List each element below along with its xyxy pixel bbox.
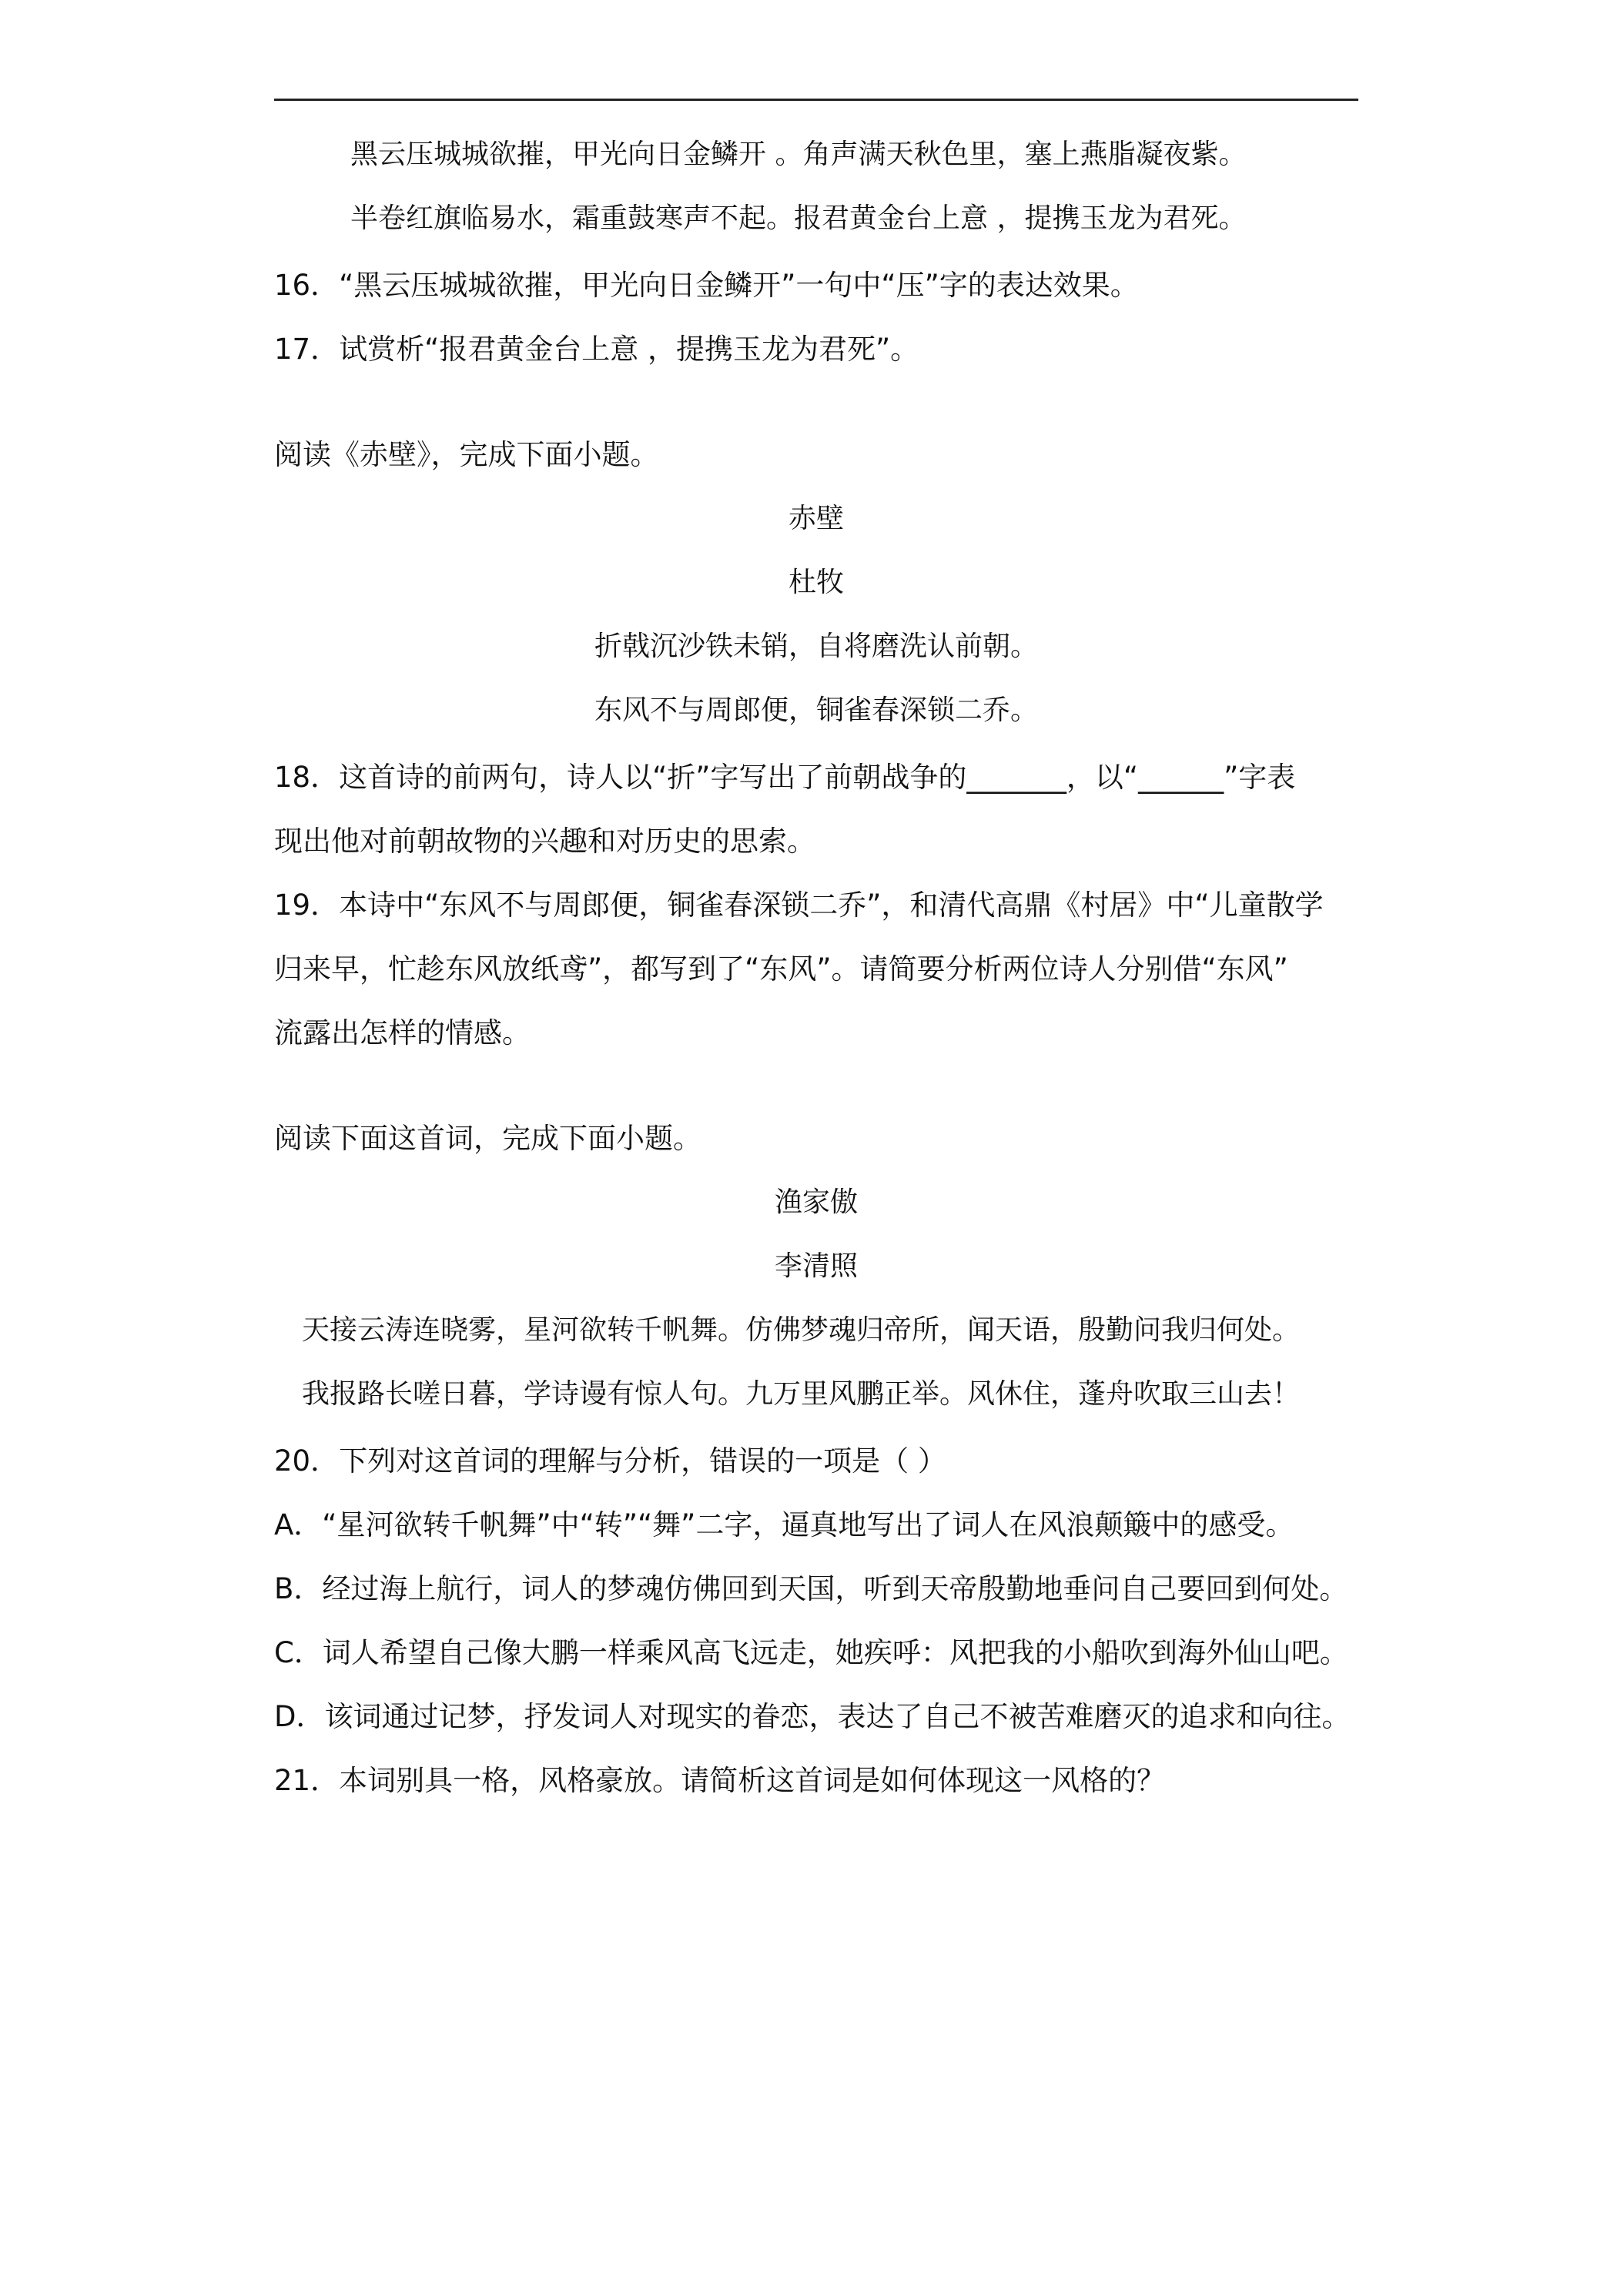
section3-poem-author: 李清照: [774, 1250, 858, 1282]
question-16: 16．“黑云压城城欲摧，甲光向日金鳞开”一句中“压”字的表达效果。: [274, 269, 1139, 302]
question-19-line1: 19．本诗中“东风不与周郎便，铜雀春深锁二乔”，和清代高鼎《村居》中“儿童散学: [274, 889, 1324, 922]
question-19-line3: 流露出怎样的情感。: [274, 1016, 531, 1049]
question-18-line1: 18．这首诗的前两句，诗人以“折”字写出了前朝战争的_______，以“______”字表: [274, 761, 1296, 794]
poem1-line2: 半卷红旗临易水，霜重鼓寒声不起。报君黄金台上意 ，提携玉龙为君死。: [350, 202, 1247, 234]
poem1-line1: 黑云压城城欲摧，甲光向日金鳞开 。角声满天秋色里，塞上燕脂凝夜紫。: [350, 139, 1247, 170]
section3-poem-line2: 我报路长嗟日暮，学诗谩有惊人句。九万里风鹏正举。风休住，蓬舟吹取三山去！: [302, 1378, 1301, 1410]
question-20-option-b: B．经过海上航行，词人的梦魂仿佛回到天国，听到天帝殷勤地垂问自己要回到何处。: [274, 1572, 1348, 1605]
section3-poem-line1: 天接云涛连晓雾，星河欲转千帆舞。仿佛梦魂归帝所，闻天语，殷勤问我归何处。: [302, 1314, 1301, 1346]
question-20-option-c: C．词人希望自己像大鹏一样乘风高飞远走，她疾呼：风把我的小船吹到海外仙山吧。: [274, 1636, 1348, 1669]
question-20-option-a: A．“星河欲转千帆舞”中“转”“舞”二字，逼真地写出了词人在风浪颠簸中的感受。: [274, 1508, 1294, 1541]
question-21: 21．本词别具一格，风格豪放。请简析这首词是如何体现这一风格的？: [274, 1764, 1166, 1797]
question-20-stem: 20．下列对这首词的理解与分析，错误的一项是（ ）: [274, 1444, 946, 1478]
section2-poem-author: 杜牧: [788, 567, 844, 598]
question-18-line2: 现出他对前朝故物的兴趣和对历史的思索。: [274, 825, 815, 858]
section3-poem-title: 渔家傲: [774, 1186, 858, 1218]
section2-poem-line2: 东风不与周郎便，铜雀春深锁二乔。: [594, 694, 1038, 726]
question-20-option-d: D．该词通过记梦，抒发词人对现实的眷恋，表达了自己不被苦难磨灭的追求和向往。: [274, 1700, 1351, 1733]
section2-poem-title: 赤壁: [788, 503, 844, 534]
section2-poem-line1: 折戟沉沙铁未销，自将磨洗认前朝。: [594, 631, 1038, 662]
question-19-line2: 归来早，忙趁东风放纸鸢”，都写到了“东风”。请简要分析两位诗人分别借“东风”: [274, 952, 1288, 986]
section3-intro: 阅读下面这首词，完成下面小题。: [274, 1122, 702, 1155]
section2-intro: 阅读《赤壁》，完成下面小题。: [274, 438, 659, 471]
header-rule: [274, 99, 1358, 101]
question-17: 17．试赏析“报君黄金台上意 ，提携玉龙为君死”。: [274, 333, 919, 366]
